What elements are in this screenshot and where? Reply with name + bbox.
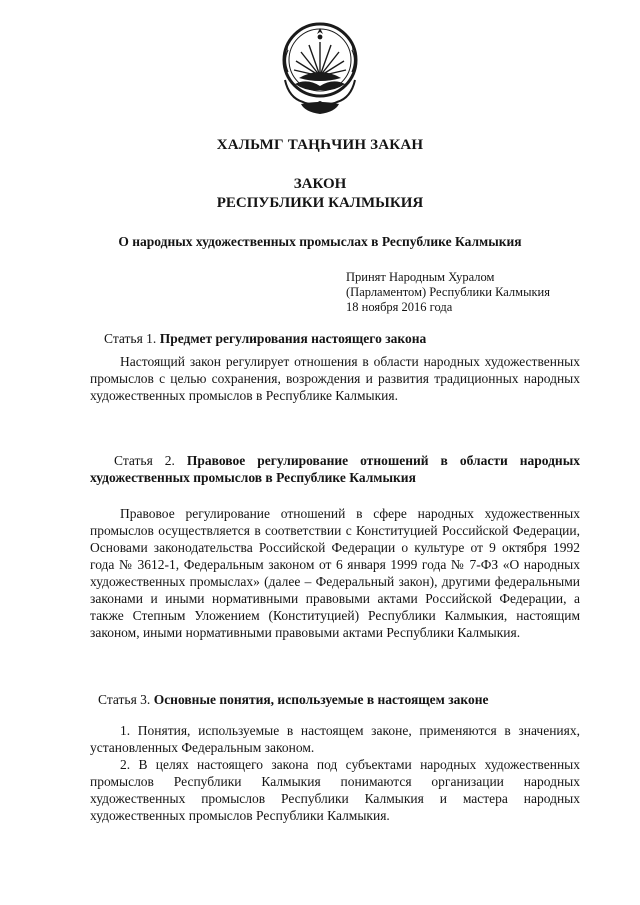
article-2-prefix: Статья 2. (114, 453, 175, 468)
article-2-heading (90, 452, 580, 486)
article-1-paragraph: Настоящий закон регулирует отношения в области народных художественных промыслов с целью сохранения, возрождения и развития традиционных народных художественных промыслов в Республике Калмыкия. (90, 354, 580, 403)
article-3-heading (90, 691, 580, 708)
header-line-republic: РЕСПУБЛИКИ КАЛМЫКИЯ (216, 195, 424, 211)
article-2-paragraph: Правовое регулирование отношений в сфере народных художественных промыслов осуществляется в соответствии с Конституцией Российской Федерации, Основами законодательства Российской Федерации о культуре от 9 октября 1992 года № 3612-1, Федеральным законом от 6 января 1999 года № 7-ФЗ «О народных художественных промыслах» (далее – Федеральный закон), другими федеральными законами и иными нормативными правовыми актами Российской Федерации, а также Степным Уложением (Конституцией) Республики Калмыкия, настоящим законом, иными нормативными правовыми актами Республики Калмыкия. (90, 506, 580, 640)
article-3-title: Основные понятия, используемые в настоящем законе (153, 692, 489, 707)
header-line-zakon: ЗАКОН (293, 176, 347, 192)
adoption-line-2: (Парламентом) Республики Калмыкия (346, 285, 550, 299)
article-1-prefix: Статья 1. (104, 331, 157, 346)
article-2-title: Правовое регулирование отношений в области народных художественных промыслов в Республике Калмыкия (90, 453, 581, 485)
header-law-type (0, 175, 640, 213)
article-1-title: Предмет регулирования настоящего закона (159, 331, 427, 346)
coat-of-arms-emblem (279, 20, 361, 116)
article-3-prefix: Статья 3. (98, 692, 151, 707)
adoption-note (346, 270, 550, 315)
header-kalmyk-title: ХАЛЬМГ ТАҢҺЧИН ЗАКАН (216, 137, 424, 153)
article-3-paragraph-2: 2. В целях настоящего закона под субъектами народных художественных промыслов Республики Калмыкия понимаются организации народных художественных промыслов Республики Калмыкия и мастера народных художественных промыслов Республики Калмыкия. (90, 757, 580, 823)
article-1-heading (90, 330, 580, 347)
law-title: О народных художественных промыслах в Республике Калмыкия (118, 234, 522, 249)
article-3-paragraph-1: 1. Понятия, используемые в настоящем законе, применяются в значениях, установленных Федеральным законом. (90, 723, 580, 755)
adoption-line-1: Принят Народным Хуралом (346, 270, 495, 284)
adoption-date: 18 ноября 2016 года (346, 300, 453, 314)
